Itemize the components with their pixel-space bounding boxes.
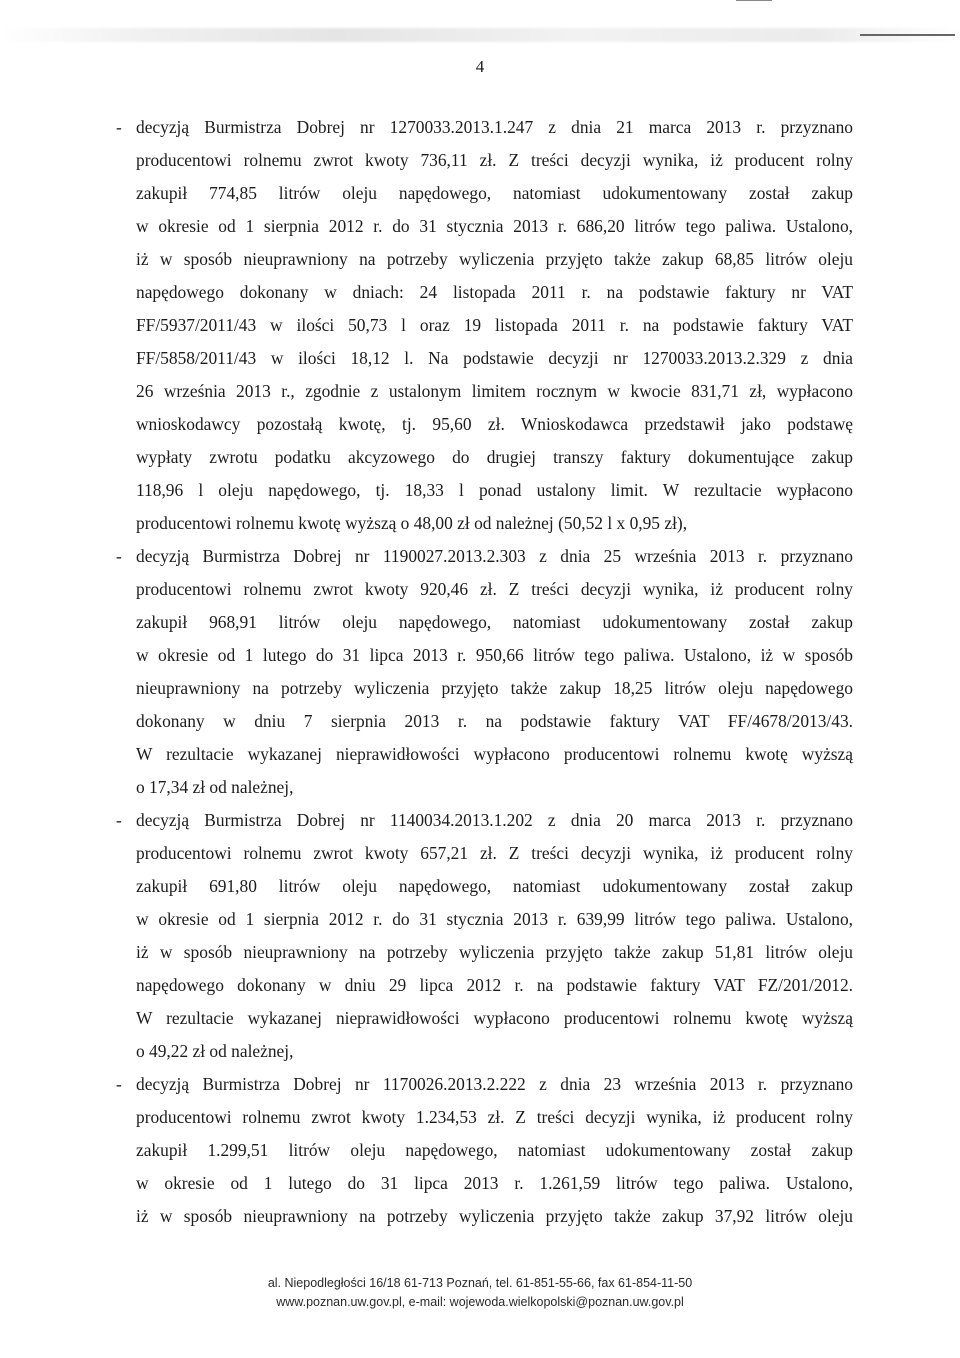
text-line: zakupił 774,85 litrów oleju napędowego, natomiast udokumentowany został zakup [136,183,853,203]
text-line: W rezultacie wykazanej nieprawidłowości wypłacono producentowi rolnemu kwotę wyższą [136,744,853,764]
text-line: zakupił 691,80 litrów oleju napędowego, natomiast udokumentowany został zakup [136,876,853,896]
list-bullet: - [116,1074,122,1094]
text-line: FF/5858/2011/43 w ilości 18,12 l. Na podstawie decyzji nr 1270033.2013.2.329 z dnia [136,348,853,368]
text-line: nieuprawniony na potrzeby wyliczenia przyjęto także zakup 18,25 litrów oleju napędowego [136,678,853,698]
text-line: 26 września 2013 r., zgodnie z ustalonym limitem rocznym w kwocie 831,71 zł, wypłacono [136,381,853,401]
text-line: decyzją Burmistrza Dobrej nr 1190027.2013.2.303 z dnia 25 września 2013 r. przyznano [136,546,853,566]
list-bullet: - [116,546,122,566]
footer-address: al. Niepodległości 16/18 61-713 Poznań, tel. 61-851-55-66, fax 61-854-11-50 [267,1276,693,1290]
text-line: dokonany w dniu 7 sierpnia 2013 r. na podstawie faktury VAT FF/4678/2013/43. [136,711,853,731]
text-line: wypłaty zwrotu podatku akcyzowego do drugiej transzy faktury dokumentujące zakup [136,447,853,467]
text-line: zakupił 968,91 litrów oleju napędowego, natomiast udokumentowany został zakup [136,612,853,632]
text-line: iż w sposób nieuprawniony na potrzeby wyliczenia przyjęto także zakup 37,92 litrów oleju [136,1206,853,1226]
text-line: iż w sposób nieuprawniony na potrzeby wyliczenia przyjęto także zakup 51,81 litrów oleju [136,942,853,962]
text-line: w okresie od 1 sierpnia 2012 r. do 31 stycznia 2013 r. 686,20 litrów tego paliwa. Ustalono, [136,216,853,236]
text-line: 118,96 l oleju napędowego, tj. 18,33 l ponad ustalony limit. W rezultacie wypłacono [136,480,853,500]
text-line: decyzją Burmistrza Dobrej nr 1140034.2013.1.202 z dnia 20 marca 2013 r. przyznano [136,810,853,830]
scan-edge-line [860,34,955,36]
text-line: w okresie od 1 lutego do 31 lipca 2013 r. 1.261,59 litrów tego paliwa. Ustalono, [136,1173,853,1193]
text-line: producentowi rolnemu kwotę wyższą o 48,00 zł od należnej (50,52 l x 0,95 zł), [136,513,688,533]
text-line: producentowi rolnemu zwrot kwoty 920,46 zł. Z treści decyzji wynika, iż producent rolny [136,579,853,599]
list-bullet: - [116,810,122,830]
text-line: producentowi rolnemu zwrot kwoty 1.234,53 zł. Z treści decyzji wynika, iż producent rolny [136,1107,853,1127]
text-line: napędowego dokonany w dniu 29 lipca 2012 r. na podstawie faktury VAT FZ/201/2012. [136,975,853,995]
text-line: zakupił 1.299,51 litrów oleju napędowego, natomiast udokumentowany został zakup [136,1140,853,1160]
footer-contact: www.poznan.uw.gov.pl, e-mail: wojewoda.wielkopolski@poznan.uw.gov.pl [276,1295,684,1309]
text-line: w okresie od 1 sierpnia 2012 r. do 31 stycznia 2013 r. 639,99 litrów tego paliwa. Ustalono, [136,909,853,929]
text-line: producentowi rolnemu zwrot kwoty 657,21 zł. Z treści decyzji wynika, iż producent rolny [136,843,853,863]
scan-shadow [0,28,960,42]
text-line: o 49,22 zł od należnej, [136,1041,294,1061]
scan-corner-mark [736,0,772,1]
list-bullet: - [116,117,122,137]
text-line: W rezultacie wykazanej nieprawidłowości wypłacono producentowi rolnemu kwotę wyższą [136,1008,853,1028]
text-line: FF/5937/2011/43 w ilości 50,73 l oraz 19 listopada 2011 r. na podstawie faktury VAT [136,315,853,335]
text-line: o 17,34 zł od należnej, [136,777,294,797]
page-number: 4 [475,57,485,76]
text-line: decyzją Burmistrza Dobrej nr 1270033.2013.1.247 z dnia 21 marca 2013 r. przyznano [136,117,853,137]
text-line: decyzją Burmistrza Dobrej nr 1170026.2013.2.222 z dnia 23 września 2013 r. przyznano [136,1074,853,1094]
text-line: producentowi rolnemu zwrot kwoty 736,11 zł. Z treści decyzji wynika, iż producent rolny [136,150,853,170]
text-line: w okresie od 1 lutego do 31 lipca 2013 r. 950,66 litrów tego paliwa. Ustalono, iż w sposób [136,645,853,665]
text-line: wnioskodawcy pozostałą kwotę, tj. 95,60 zł. Wnioskodawca przedstawił jako podstawę [136,414,853,434]
text-line: napędowego dokonany w dniach: 24 listopada 2011 r. na podstawie faktury nr VAT [136,282,853,302]
text-line: iż w sposób nieuprawniony na potrzeby wyliczenia przyjęto także zakup 68,85 litrów oleju [136,249,853,269]
